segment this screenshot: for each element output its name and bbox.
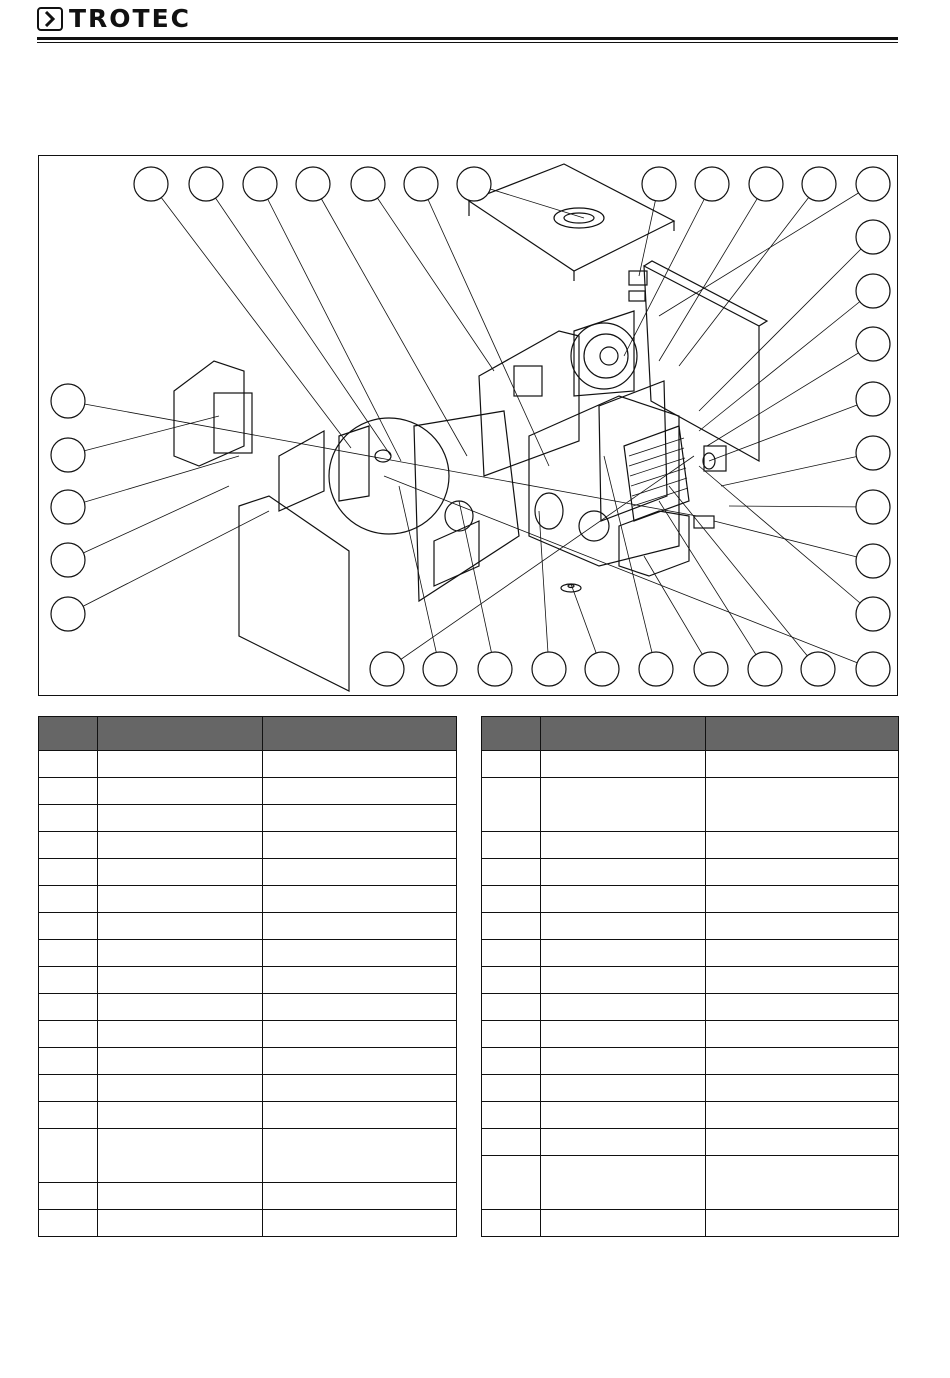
part-name-cell	[98, 886, 263, 913]
callout-circle	[856, 436, 890, 470]
item-no-cell	[482, 778, 541, 832]
part-desc-cell	[263, 832, 457, 859]
item-no-cell	[482, 886, 541, 913]
part-name-cell	[541, 1210, 706, 1237]
callout-circle	[134, 167, 168, 201]
table-row	[39, 886, 457, 913]
table-row	[39, 1048, 457, 1075]
part-name-cell	[98, 967, 263, 994]
part-name-cell	[541, 967, 706, 994]
item-no-cell	[482, 1075, 541, 1102]
part-desc-cell	[706, 913, 899, 940]
callout-leader-line	[459, 501, 495, 669]
table-header-row	[482, 717, 899, 751]
part-desc-cell	[263, 1075, 457, 1102]
callout-circle	[802, 167, 836, 201]
table-row	[39, 832, 457, 859]
callout-circle	[642, 167, 676, 201]
table-row	[482, 994, 899, 1021]
table-row	[482, 913, 899, 940]
part-desc-cell	[263, 1210, 457, 1237]
item-no-cell	[482, 913, 541, 940]
frame-panel	[414, 411, 519, 601]
callout-circle	[694, 652, 728, 686]
callout-circle	[423, 652, 457, 686]
callout-circle	[585, 652, 619, 686]
column-header	[39, 717, 98, 751]
callout-circle	[478, 652, 512, 686]
callout-circle	[296, 167, 330, 201]
part-desc-cell	[263, 805, 457, 832]
item-no-cell	[39, 1102, 98, 1129]
callout-leader-line	[729, 506, 873, 507]
part-name-cell	[541, 1021, 706, 1048]
parts-table-left	[38, 716, 457, 1237]
column-header	[482, 717, 541, 751]
part-desc-cell	[263, 778, 457, 805]
part-desc-cell	[706, 1075, 899, 1102]
callout-circle	[856, 274, 890, 308]
part-desc-cell	[706, 859, 899, 886]
callout-leader-line	[659, 184, 873, 316]
part-name-cell	[541, 994, 706, 1021]
callout-circle	[351, 167, 385, 201]
table-row	[39, 1021, 457, 1048]
part-name-cell	[98, 1048, 263, 1075]
part-name-cell	[541, 940, 706, 967]
item-no-cell	[39, 1129, 98, 1183]
callout-circle	[856, 327, 890, 361]
callout-circle	[51, 543, 85, 577]
part-desc-cell	[263, 1102, 457, 1129]
table-row	[39, 778, 457, 805]
callout-leader-line	[260, 184, 401, 461]
part-desc-cell	[706, 940, 899, 967]
part-desc-cell	[263, 751, 457, 778]
item-no-cell	[482, 832, 541, 859]
item-no-cell	[482, 967, 541, 994]
part-name-cell	[98, 859, 263, 886]
table-row	[482, 778, 899, 832]
part-desc-cell	[706, 1210, 899, 1237]
part-name-cell	[541, 913, 706, 940]
part-desc-cell	[263, 859, 457, 886]
item-no-cell	[39, 751, 98, 778]
table-row	[482, 1048, 899, 1075]
callout-circle	[856, 167, 890, 201]
part-name-cell	[541, 886, 706, 913]
part-name-cell	[98, 832, 263, 859]
part-name-cell	[98, 1129, 263, 1183]
exploded-view-diagram	[38, 155, 898, 696]
callout-leader-line	[384, 476, 873, 669]
part-desc-cell	[706, 778, 899, 832]
table-row	[39, 1129, 457, 1183]
callout-circle	[856, 382, 890, 416]
callout-circle	[749, 167, 783, 201]
callout-circle	[51, 597, 85, 631]
part-name-cell	[98, 778, 263, 805]
part-name-cell	[541, 1048, 706, 1075]
brand-name: TROTEC	[69, 4, 192, 33]
callout-circle	[856, 544, 890, 578]
part-name-cell	[98, 1075, 263, 1102]
callout-leader-line	[669, 486, 818, 669]
callout-leader-line	[68, 416, 219, 455]
callout-circle	[404, 167, 438, 201]
table-row	[482, 1156, 899, 1210]
part-name-cell	[98, 751, 263, 778]
front-panel	[239, 496, 349, 691]
callout-circle	[748, 652, 782, 686]
part-name-cell	[541, 1102, 706, 1129]
fan-ring	[571, 323, 637, 389]
item-no-cell	[482, 1102, 541, 1129]
callout-circle	[856, 220, 890, 254]
callout-leader-line	[699, 466, 873, 614]
callout-leader-line	[151, 184, 351, 448]
table-row	[39, 805, 457, 832]
item-no-cell	[39, 778, 98, 805]
part-name-cell	[98, 994, 263, 1021]
callout-circle	[457, 167, 491, 201]
table-row	[482, 1075, 899, 1102]
part-name-cell	[541, 832, 706, 859]
callout-leader-line	[68, 486, 229, 560]
callout-circle	[856, 652, 890, 686]
side-panel-right	[644, 266, 759, 461]
item-no-cell	[482, 859, 541, 886]
table-row	[39, 1075, 457, 1102]
part-desc-cell	[706, 751, 899, 778]
table-row	[482, 967, 899, 994]
callout-circle	[695, 167, 729, 201]
part-desc-cell	[706, 994, 899, 1021]
callout-circle	[51, 384, 85, 418]
column-header	[706, 717, 899, 751]
part-name-cell	[541, 1129, 706, 1156]
column-header	[263, 717, 457, 751]
part-desc-cell	[706, 1021, 899, 1048]
rotor-wheel	[329, 418, 449, 534]
brand-logo	[37, 5, 191, 33]
part-name-cell	[98, 1102, 263, 1129]
table-row	[482, 940, 899, 967]
part-desc-cell	[263, 886, 457, 913]
part-desc-cell	[263, 1021, 457, 1048]
callout-circle	[189, 167, 223, 201]
table-row	[482, 1102, 899, 1129]
item-no-cell	[39, 832, 98, 859]
part-name-cell	[541, 751, 706, 778]
part-desc-cell	[706, 1129, 899, 1156]
part-name-cell	[98, 1210, 263, 1237]
part-desc-cell	[263, 940, 457, 967]
item-no-cell	[482, 1156, 541, 1210]
callout-leader-line	[699, 291, 873, 431]
item-no-cell	[39, 1048, 98, 1075]
item-no-cell	[39, 886, 98, 913]
column-header	[98, 717, 263, 751]
connector	[694, 516, 714, 528]
part-desc-cell	[706, 1156, 899, 1210]
table-row	[39, 940, 457, 967]
part-name-cell	[541, 859, 706, 886]
part-desc-cell	[263, 1183, 457, 1210]
callout-circle	[639, 652, 673, 686]
callout-circle	[532, 652, 566, 686]
callout-circle	[801, 652, 835, 686]
part-desc-cell	[263, 1048, 457, 1075]
part-name-cell	[98, 940, 263, 967]
item-no-cell	[482, 940, 541, 967]
header-rule-thin	[37, 42, 898, 43]
part-name-cell	[541, 1156, 706, 1210]
table-row	[482, 1021, 899, 1048]
item-no-cell	[39, 913, 98, 940]
item-no-cell	[39, 994, 98, 1021]
callout-circle	[51, 438, 85, 472]
callout-circle	[51, 490, 85, 524]
callout-leader-line	[714, 521, 873, 561]
table-row	[39, 859, 457, 886]
item-no-cell	[39, 1021, 98, 1048]
callout-leader-line	[679, 184, 819, 366]
heater-plate	[279, 431, 324, 511]
item-no-cell	[39, 1075, 98, 1102]
item-no-cell	[39, 859, 98, 886]
callout-leader-line	[313, 184, 467, 456]
part-name-cell	[98, 1183, 263, 1210]
part-name-cell	[541, 778, 706, 832]
callout-leader-line	[421, 184, 549, 466]
item-no-cell	[39, 967, 98, 994]
item-no-cell	[39, 940, 98, 967]
callout-leader-line	[624, 184, 712, 356]
callout-leader-line	[68, 456, 239, 507]
table-row	[482, 886, 899, 913]
item-no-cell	[482, 1129, 541, 1156]
chevron-logo-icon	[37, 7, 63, 31]
item-no-cell	[482, 751, 541, 778]
table-row	[482, 1210, 899, 1237]
part-name-cell	[541, 1075, 706, 1102]
part-name-cell	[98, 1021, 263, 1048]
part-name-cell	[98, 913, 263, 940]
table-row	[482, 859, 899, 886]
table-row	[39, 1102, 457, 1129]
table-row	[39, 967, 457, 994]
rotor-housing	[339, 426, 369, 501]
callout-circle	[370, 652, 404, 686]
callout-leader-line	[206, 184, 391, 456]
column-header	[541, 717, 706, 751]
item-no-cell	[39, 1210, 98, 1237]
callout-leader-line	[368, 184, 494, 371]
table-row	[39, 751, 457, 778]
header-rule	[37, 37, 898, 40]
item-no-cell	[482, 1048, 541, 1075]
part-desc-cell	[706, 832, 899, 859]
callout-circle	[243, 167, 277, 201]
part-desc-cell	[706, 967, 899, 994]
inlet-ring	[579, 511, 609, 541]
table-row	[39, 1183, 457, 1210]
part-name-cell	[98, 805, 263, 832]
part-desc-cell	[263, 1129, 457, 1183]
callout-leader-line	[539, 511, 549, 669]
callout-circle	[856, 597, 890, 631]
part-desc-cell	[263, 994, 457, 1021]
item-no-cell	[39, 805, 98, 832]
table-row	[39, 1210, 457, 1237]
table-header-row	[39, 717, 457, 751]
part-desc-cell	[706, 1048, 899, 1075]
table-row	[39, 994, 457, 1021]
callout-leader-line	[699, 237, 873, 411]
item-no-cell	[482, 994, 541, 1021]
chassis	[529, 396, 679, 566]
item-no-cell	[482, 1210, 541, 1237]
part-desc-cell	[263, 967, 457, 994]
table-row	[39, 913, 457, 940]
heater-box	[174, 361, 244, 466]
parts-table-right	[481, 716, 899, 1237]
part-desc-cell	[706, 1102, 899, 1129]
table-row	[482, 832, 899, 859]
part-desc-cell	[706, 886, 899, 913]
callout-leader-line	[721, 453, 873, 486]
table-row	[482, 1129, 899, 1156]
callout-circle	[856, 490, 890, 524]
exploded-view-drawing	[39, 156, 899, 697]
part-desc-cell	[263, 913, 457, 940]
item-no-cell	[39, 1183, 98, 1210]
item-no-cell	[482, 1021, 541, 1048]
table-row	[482, 751, 899, 778]
